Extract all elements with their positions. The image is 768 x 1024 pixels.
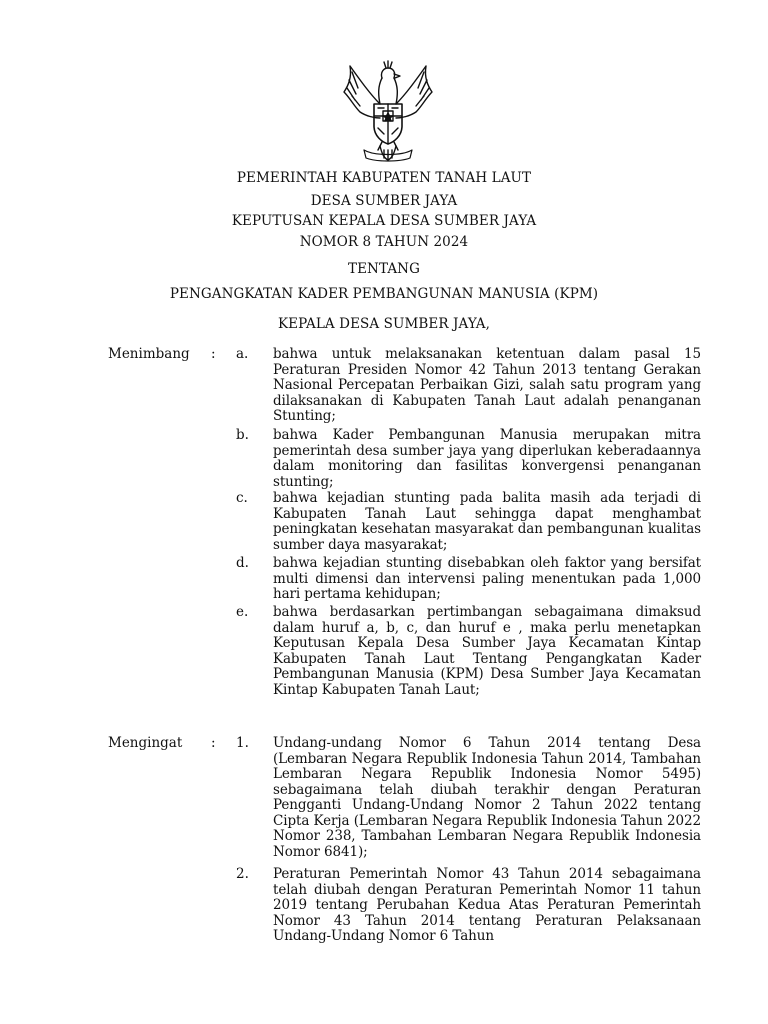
item-marker: b. <box>236 427 249 443</box>
item-text: bahwa kejadian stunting disebabkan oleh faktor yang bersifat multi dimensi dan intervensi paling menentukan pada 1,000 hari pertama kehidupan; <box>273 555 701 602</box>
tentang-heading: TENTANG <box>348 261 420 277</box>
garuda-emblem-icon <box>340 58 436 168</box>
item-text: bahwa Kader Pembangunan Manusia merupakan mitra pemerintah desa sumber jaya yang diperlukan keberadaannya dalam monitoring dan fasilitas konvergensi penanganan stunting; <box>273 427 701 490</box>
item-text: Peraturan Pemerintah Nomor 43 Tahun 2014 sebagaimana telah diubah dengan Peraturan Pemerintah Nomor 11 tahun 2019 tentang Perubahan Kedua Atas Peraturan Pemerintah Nomor 43 Tahun 2014 tentang Peraturan Pelaksanaan Undang-Undang Nomor 6 Tahun <box>273 866 701 944</box>
mengingat-label: Mengingat <box>108 735 183 751</box>
menimbang-colon: : <box>211 346 216 362</box>
mengingat-colon: : <box>211 735 216 751</box>
item-marker: 2. <box>236 866 249 882</box>
issuer-heading: KEPALA DESA SUMBER JAYA, <box>277 316 491 332</box>
item-marker: 1. <box>236 735 249 751</box>
decree-number: NOMOR 8 TAHUN 2024 <box>299 234 469 250</box>
item-marker: a. <box>236 346 249 362</box>
decree-title: KEPUTUSAN KEPALA DESA SUMBER JAYA <box>231 213 537 229</box>
item-text: bahwa kejadian stunting pada balita masih ada terjadi di Kabupaten Tanah Laut sehingga dapat menghambat peningkatan kesehatan masyarakat dan pembangunan kualitas sumber daya masyarakat; <box>273 490 701 553</box>
government-heading: PEMERINTAH KABUPATEN TANAH LAUT <box>236 170 532 186</box>
decree-subject: PENGANGKATAN KADER PEMBANGUNAN MANUSIA (KPM) <box>169 286 599 302</box>
item-marker: c. <box>236 490 248 506</box>
item-text: bahwa berdasarkan pertimbangan sebagaimana dimaksud dalam huruf a, b, c, dan huruf e , maka perlu menetapkan Keputusan Kepala Desa Sumber Jaya Kecamatan Kintap Kabupaten Tanah Laut Tentang Pengangkatan Kader Pembangunan Manusia (KPM) Desa Sumber Jaya Kecamatan Kintap Kabupaten Tanah Laut; <box>273 604 701 698</box>
item-marker: e. <box>236 604 249 620</box>
item-text: Undang-undang Nomor 6 Tahun 2014 tentang Desa (Lembaran Negara Republik Indonesia Tahun 2014, Tambahan Lembaran Negara Republik Indonesia Nomor 5495) sebagaimana telah diubah terakhir dengan Peraturan Pengganti Undang-Undang Nomor 2 Tahun 2022 tentang Cipta Kerja (Lembaran Negara Republik Indonesia Tahun 2022 Nomor 238, Tambahan Lembaran Negara Republik Indonesia Nomor 6841); <box>273 735 701 860</box>
item-marker: d. <box>236 555 249 571</box>
menimbang-label: Menimbang <box>108 346 190 362</box>
item-text: bahwa untuk melaksanakan ketentuan dalam pasal 15 Peraturan Presiden Nomor 42 Tahun 2013 tentang Gerakan Nasional Percepatan Perbaikan Gizi, salah satu program yang dilaksanakan di Kabupaten Tanah Laut adalah penanganan Stunting; <box>273 346 701 424</box>
village-heading: DESA SUMBER JAYA <box>310 193 458 209</box>
